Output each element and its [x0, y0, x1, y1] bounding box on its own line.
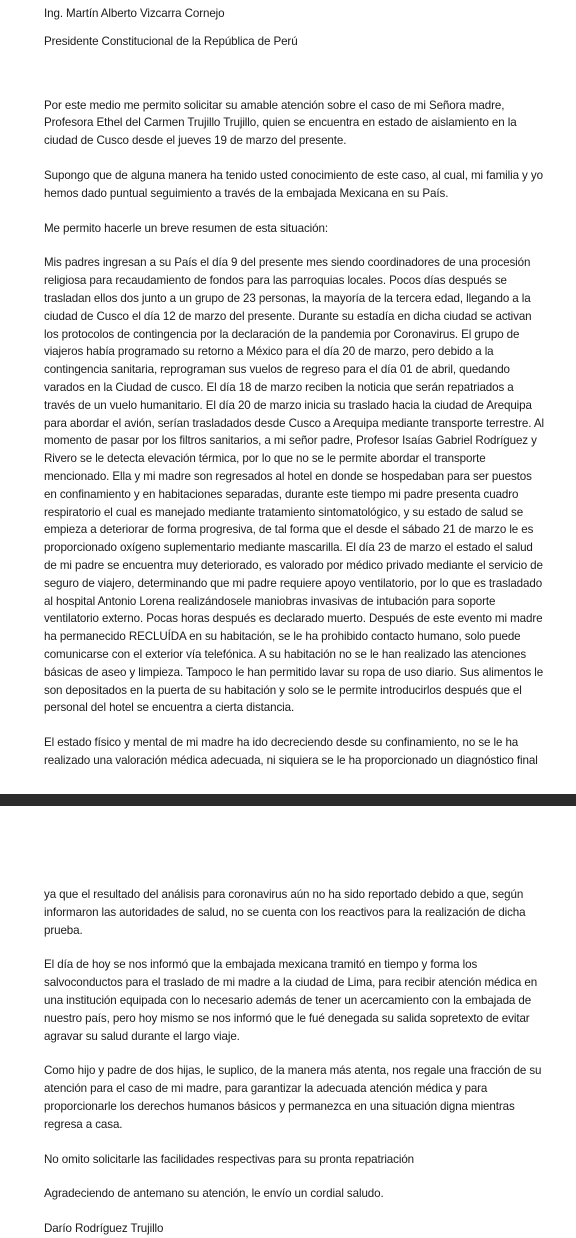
letter-page-2 — [0, 806, 576, 1236]
paragraph-closing: Agradeciendo de antemano su atención, le envío un cordial saludo. — [44, 1187, 384, 1201]
paragraph-continuation: ya que el resultado del análisis para coronavirus aún no ha sido reportado debido a que, según informaron las autoridades de salud, no se cuenta con los reactivos para la realización de dicha prueba. — [44, 888, 526, 937]
paragraph-plea: Como hijo y padre de dos hijas, le suplico, de la manera más atenta, nos regale una fracción de su atención para el caso de mi madre, para garantizar la adecuada atención médica y para proporcionarle los derechos humanos básicos y permanezca en una situación digna mientras regresa a casa. — [44, 1064, 542, 1131]
paragraph-safe-conduct: El día de hoy se nos informó que la embajada mexicana tramitó en tiempo y forma los salvoconductos para el traslado de mi madre a la ciudad de Lima, para recibir atención médica en una institución equipada con lo necesario además de tener un acercamiento con la embajada de nuestro país, pero hoy mismo se nos informó que le fué denegada su salida sopretexto de evitar agravar su salud durante el largo viaje. — [44, 958, 538, 1043]
signature-name: Darío Rodríguez Trujillo — [44, 1222, 164, 1236]
paragraph-summary: Mis padres ingresan a su País el día 9 del presente mes siendo coordinadores de una procesión religiosa para recaudamiento de fondos para las parroquias locales. Pocos días después se trasladan ellos dos junto a un grupo de 23 personas, la mayoría de la tercera edad, llegando a la ciudad de Cusco el día 12 de marzo del presente. Durante su estadía en dicha ciudad se activan los protocolos de contingencia por la declaración de la pandemia por Coronavirus. El grupo de viajeros había programado su retorno a México para el día 20 de marzo, pero debido a la contingencia sanitaria, reprograman sus vuelos de regreso para el día 01 de abril, quedando varados en la Ciudad de cusco. El día 18 de marzo reciben la noticia que serán repatriados a través de un vuelo humanitario. El día 20 de marzo inicia su traslado hacia la ciudad de Arequipa para abordar el avión, serían trasladados desde Cusco a Arequipa mediante transporte terrestre. Al momento de pasar por los filtros sanitarios, a mi señor padre, Profesor Isaías Gabriel Rodríguez y Rivero se le detecta elevación térmica, por lo que no se le permite abordar el transporte mencionado. Ella y mi madre son regresados al hotel en donde se hospedaban para ser puestos en confinamiento y en habitaciones separadas, durante este tiempo mi padre presenta cuadro respiratorio el cual es manejado mediante tratamiento sintomatológico, y su estado de salud se empieza a deteriorar de forma progresiva, de tal forma que el desde el sábado 21 de marzo le es proporcionado oxígeno suplementario mediante mascarilla. El día 23 de marzo el estado el salud de mi padre se encuentra muy deteriorado, es valorado por médico privado mediante el servicio de seguro de viajero, determinando que mi padre requiere apoyo ventilatorio, por lo que es trasladado al hospital Antonio Lorena realizándosele maniobras invasivas de intubación para soporte ventilatorio externo. Pocas horas después es declarado muerto. Después de este evento mi madre ha permanecido RECLUÍDA en su habitación, se le ha prohibido contacto humano, solo puede comunicarse con el exterior vía telefónica. A su habitación no se le han realizado las atenciones básicas de aseo y limpieza. Tampoco le han permitido lavar su ropa de uso diario. Sus alimentos le son depositados en la puerta de su habitación y solo se le permite introducirlos después que el personal del hotel se encuentra a cierta distancia. — [44, 256, 544, 715]
recipient-name: Ing. Martín Alberto Vizcarra Cornejo — [44, 7, 225, 20]
page-break-divider — [0, 794, 576, 806]
paragraph-summary-lead: Me permito hacerle un breve resumen de esta situación: — [44, 221, 328, 235]
paragraph-intro: Por este medio me permito solicitar su amable atención sobre el caso de mi Señora madre, Profesora Ethel del Carmen Trujillo Trujillo, quien se encuentra en estado de aislamiento en la ciudad de Cusco desde el jueves 19 de marzo del presente. — [44, 98, 517, 148]
paragraph-repatriation: No omito solicitarle las facilidades respectivas para su pronta repatriación — [44, 1152, 415, 1166]
paragraph-embassy: Supongo que de alguna manera ha tenido usted conocimiento de este caso, al cual, mi familia y yo hemos dado puntual seguimiento a través de la embajada Mexicana en su País. — [44, 168, 543, 200]
paragraph-condition: El estado físico y mental de mi madre ha ido decreciendo desde su confinamiento, no se le ha realizado una valoración médica adecuada, ni siquiera se le ha proporcionado un diagnóstico final — [44, 736, 538, 767]
recipient-title: Presidente Constitucional de la República de Perú — [44, 34, 298, 48]
